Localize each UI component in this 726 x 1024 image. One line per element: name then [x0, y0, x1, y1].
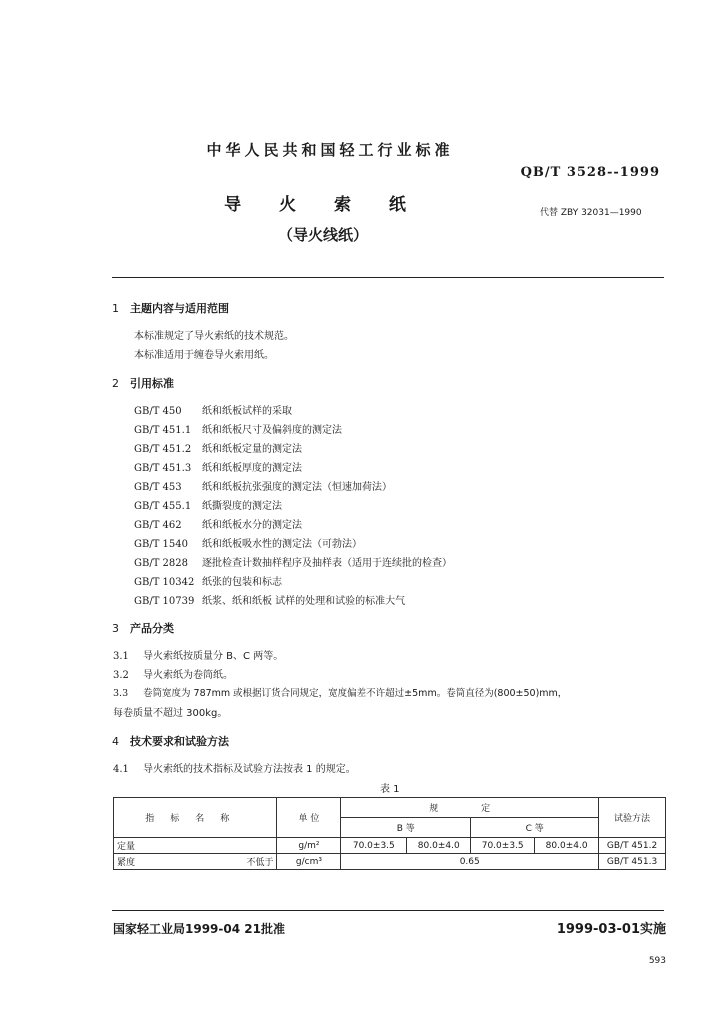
reference-code: GB/T 462 — [134, 520, 182, 531]
section-title: 主题内容与适用范围 — [130, 302, 229, 315]
clause-text: 导火索纸为卷筒纸。 — [143, 670, 233, 681]
reference-item — [134, 573, 282, 588]
reference-title: 纸和纸板水分的测定法 — [202, 520, 302, 531]
specification-table — [113, 797, 666, 870]
table-header-row — [114, 798, 666, 818]
header-unit: 单 位 — [277, 798, 341, 838]
section-3-heading — [112, 620, 174, 636]
reference-item — [134, 440, 302, 455]
replaces-note: 代替 ZBY 32031—1990 — [540, 208, 642, 218]
section-title: 产品分类 — [130, 622, 174, 635]
standard-code: QB/T 3528--1999 — [520, 165, 660, 180]
section-number: 1 — [112, 302, 119, 315]
clause-3-3 — [113, 685, 567, 699]
header-spec: 规 定 — [341, 798, 599, 818]
section-2-heading — [112, 375, 174, 391]
reference-code: GB/T 451.3 — [134, 463, 192, 474]
footer-divider — [112, 910, 664, 911]
table-caption: 表 1 — [380, 784, 400, 795]
cell-b-value-1: 70.0±3.5 — [341, 838, 407, 854]
reference-title: 纸和纸板定量的测定法 — [202, 444, 302, 455]
cell-c-value-1: 70.0±3.5 — [471, 838, 535, 854]
section-number: 2 — [112, 377, 119, 390]
cell-c-value-2: 80.0±4.0 — [535, 838, 599, 854]
section-title: 引用标准 — [130, 377, 174, 390]
reference-code: GB/T 2828 — [134, 558, 189, 569]
header-grade-c: C 等 — [471, 818, 599, 838]
reference-item — [134, 402, 292, 417]
section-number: 3 — [112, 622, 119, 635]
standard-category-title: 中华人民共和国轻工行业标准 — [206, 141, 454, 159]
cell-unit: g/m² — [277, 838, 341, 854]
reference-item — [134, 459, 302, 474]
reference-item — [134, 497, 282, 512]
cell-name: 紧度 — [117, 858, 136, 868]
section-4-heading — [112, 733, 229, 749]
reference-code: GB/T 453 — [134, 482, 182, 493]
reference-code: GB/T 450 — [134, 406, 182, 417]
cell-unit: g/cm³ — [277, 854, 341, 870]
reference-title: 纸和纸板试样的采取 — [202, 406, 292, 417]
reference-title: 纸和纸板吸水性的测定法（可勃法） — [202, 539, 362, 550]
reference-title: 纸撕裂度的测定法 — [202, 501, 282, 512]
paragraph: 本标准适用于缠卷导火索用纸。 — [134, 350, 274, 361]
reference-item — [134, 535, 362, 550]
header-indicator: 指标名称 — [114, 798, 277, 838]
cell-qualifier: 不低于 — [246, 858, 274, 868]
clause-number: 4.1 — [113, 764, 129, 775]
document-subtitle: （导火线纸） — [277, 226, 368, 244]
header-grade-b: B 等 — [341, 818, 471, 838]
reference-code: GB/T 10739 — [134, 596, 195, 607]
effective-date: 1999-03-01实施 — [556, 922, 666, 937]
section-title: 技术要求和试验方法 — [130, 735, 229, 748]
reference-title: 纸和纸板抗张强度的测定法（恒速加荷法） — [202, 482, 392, 493]
reference-item — [134, 478, 392, 493]
reference-item — [134, 516, 302, 531]
clause-number: 3.3 — [113, 688, 129, 699]
clause-3-3-continuation: 每卷质量不超过 300kg。 — [113, 708, 228, 719]
section-1-heading — [112, 300, 229, 316]
clause-text: 导火索纸的技术指标及试验方法按表 1 的规定。 — [143, 764, 356, 775]
cell-name-with-qualifier — [114, 854, 277, 870]
page-number: 593 — [648, 956, 666, 966]
clause-3-2 — [113, 666, 233, 681]
table-row — [114, 854, 666, 870]
clause-4-1 — [113, 760, 356, 775]
document-title: 导 火 索 纸 — [224, 195, 422, 215]
table-row — [114, 838, 666, 854]
reference-title: 逐批检查计数抽样程序及抽样表（适用于连续批的检查） — [202, 558, 452, 569]
reference-item — [134, 592, 405, 607]
reference-title: 纸和纸板尺寸及偏斜度的测定法 — [202, 425, 342, 436]
header-divider — [112, 277, 664, 278]
reference-item — [134, 554, 452, 569]
clause-text: 卷筒宽度为 787mm 或根据订货合同规定，宽度偏差不许超过±5mm。卷筒直径为(800±50)mm， — [143, 688, 568, 699]
reference-title: 纸浆、纸和纸板 试样的处理和试验的标准大气 — [202, 596, 406, 607]
section-number: 4 — [112, 735, 119, 748]
reference-title: 纸张的包装和标志 — [202, 577, 282, 588]
clause-text: 导火索纸按质量分 B、C 两等。 — [143, 651, 284, 662]
reference-title: 纸和纸板厚度的测定法 — [202, 463, 302, 474]
cell-b-value-2: 80.0±4.0 — [407, 838, 471, 854]
cell-method: GB/T 451.2 — [599, 838, 666, 854]
reference-code: GB/T 10342 — [134, 577, 195, 588]
clause-number: 3.1 — [113, 651, 129, 662]
cell-name: 定量 — [114, 838, 277, 854]
clause-number: 3.2 — [113, 670, 129, 681]
paragraph: 本标准规定了导火索纸的技术规范。 — [134, 331, 294, 342]
reference-code: GB/T 1540 — [134, 539, 189, 550]
approval-line: 国家轻工业局1999-04 21批准 — [113, 922, 285, 936]
reference-code: GB/T 455.1 — [134, 501, 192, 512]
reference-code: GB/T 451.2 — [134, 444, 192, 455]
cell-value: 0.65 — [341, 854, 599, 870]
reference-item — [134, 421, 342, 436]
header-method: 试验方法 — [599, 798, 666, 838]
cell-method: GB/T 451.3 — [599, 854, 666, 870]
clause-3-1 — [113, 647, 283, 662]
reference-code: GB/T 451.1 — [134, 425, 192, 436]
